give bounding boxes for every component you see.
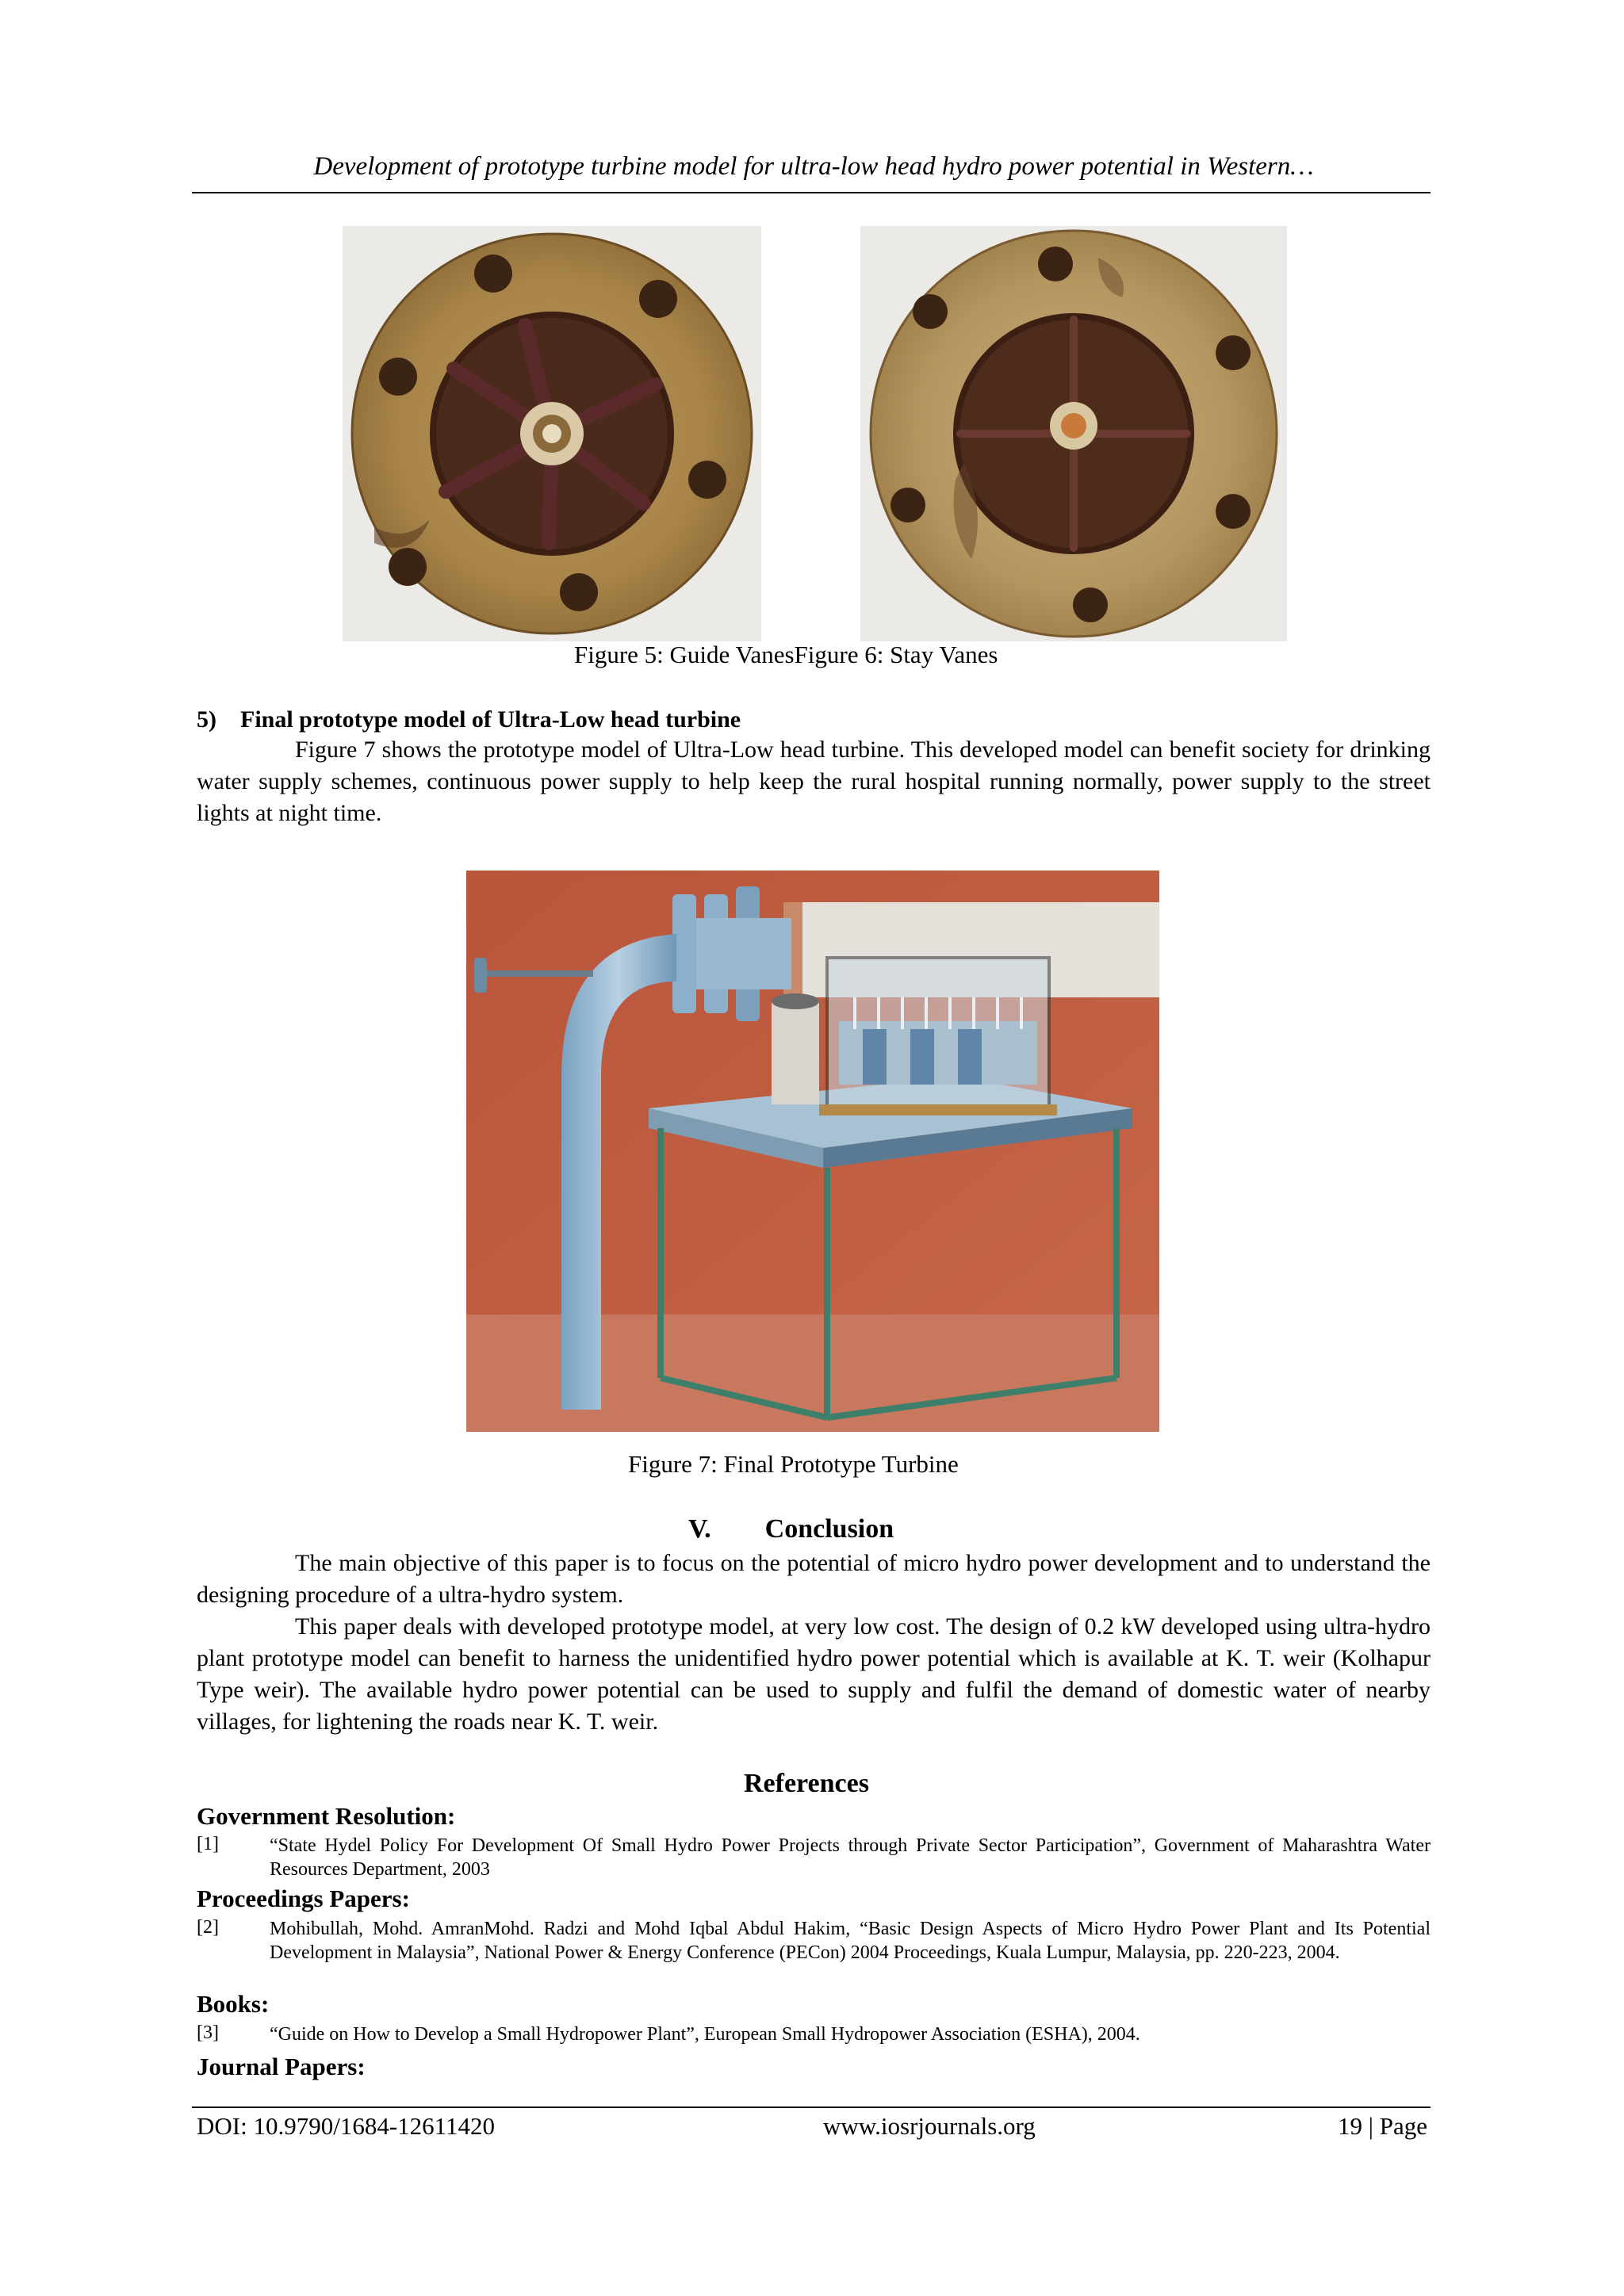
- ref-entry: Mohibullah, Mohd. AmranMohd. Radzi and Mohd Iqbal Abdul Hakim, “Basic Design Aspects of Micro Hydro Power Plant and Its Potential Development in Malaysia”, National Power & Energy Conference (PECon) 2004 Proceedings, Kuala Lumpur, Malaysia, pp. 220-223, 2004.: [270, 1919, 1431, 1963]
- running-header: Development of prototype turbine model for ultra-low head hydro power potential in Western…: [313, 152, 1314, 181]
- ref-number: [3]: [197, 2022, 219, 2043]
- ref-category-journal: Journal Papers:: [197, 2053, 366, 2080]
- stay-vanes-photo: [860, 226, 1287, 641]
- figure-5-6-caption: Figure 5: Guide VanesFigure 6: Stay Vanes: [574, 641, 998, 668]
- ref-number: [2]: [197, 1917, 219, 1938]
- section-5-paragraph: Figure 7 shows the prototype model of Ultra-Low head turbine. This developed model can benefit society for drinking water supply schemes, continuous power supply to help keep the rural hospital running normally, power supply to the street lights at night time.: [197, 737, 1431, 826]
- footer-doi: DOI: 10.9790/1684-12611420: [197, 2112, 495, 2140]
- ref-category-proceedings: Proceedings Papers:: [197, 1885, 410, 1912]
- references-heading: References: [744, 1769, 869, 1798]
- section-5-heading: 5) Final prototype model of Ultra-Low head turbine: [197, 706, 741, 733]
- header-rule: [192, 192, 1431, 193]
- ref-number: [1]: [197, 1834, 219, 1854]
- prototype-turbine-photo: [466, 871, 1159, 1432]
- guide-vanes-photo: [343, 226, 761, 641]
- ref-category-books: Books:: [197, 1990, 270, 2018]
- footer-page-number: 19 | Page: [1338, 2112, 1427, 2140]
- ref-entry: “State Hydel Policy For Development Of Small Hydro Power Projects through Private Sector Participation”, Government of Maharashtra Water Resources Department, 2003: [270, 1835, 1431, 1880]
- figure-7-caption: Figure 7: Final Prototype Turbine: [628, 1450, 959, 1478]
- ref-entry: “Guide on How to Develop a Small Hydropower Plant”, European Small Hydropower Association (ESHA), 2004.: [270, 2024, 1140, 2045]
- footer-rule: [192, 2107, 1431, 2108]
- conclusion-paragraph-1: The main objective of this paper is to focus on the potential of micro hydro power development and to understand the designing procedure of a ultra-hydro system.: [197, 1550, 1431, 1608]
- conclusion-heading: V. Conclusion: [688, 1514, 894, 1544]
- footer-website: www.iosrjournals.org: [823, 2112, 1036, 2140]
- ref-category-government: Government Resolution:: [197, 1802, 456, 1830]
- conclusion-paragraph-2: This paper deals with developed prototype model, at very low cost. The design of 0.2 kW developed using ultra-hydro plant prototype model can benefit to harness the unidentified hydro power potential which is available at K. T. weir (Kolhapur Type weir). The available hydro power potential can be used to supply and fulfil the demand of domestic water of nearby villages, for lightening the roads near K. T. weir.: [197, 1613, 1431, 1735]
